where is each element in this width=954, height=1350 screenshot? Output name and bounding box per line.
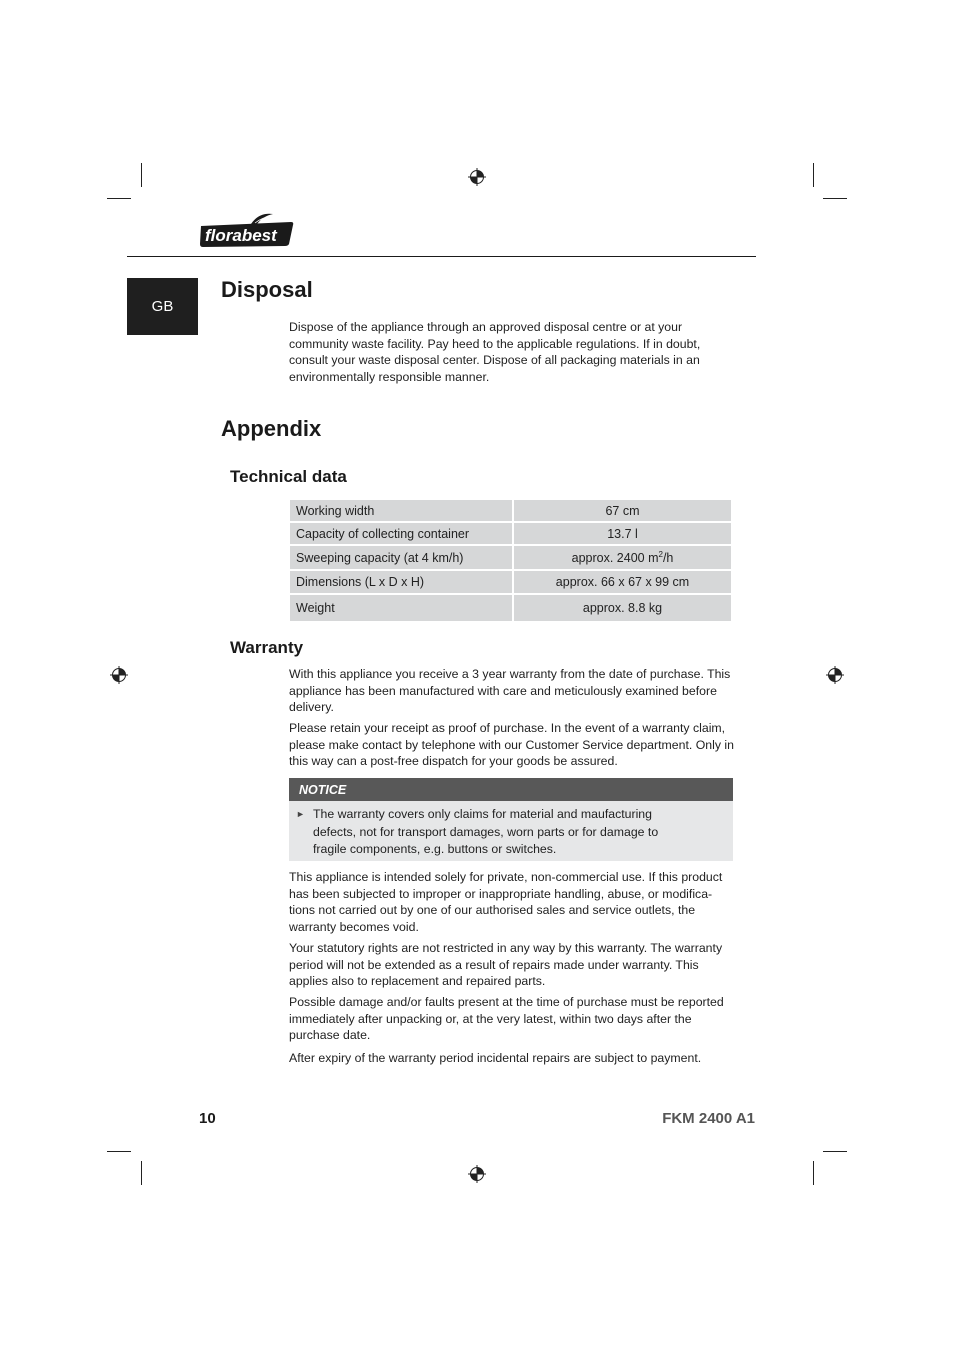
registration-mark-icon: [110, 666, 128, 684]
warranty-paragraph: This appliance is intended solely for private, non-commercial use. If this product has been subjected to improper or inappropriate handling, abuse, or modifica-tions not carried out by one of our authorised sales and service outlets, the warranty becomes void.: [289, 870, 723, 935]
table-cell-label: Capacity of collecting container: [290, 523, 514, 546]
technical-data-table: [290, 500, 731, 623]
table-cell-value: 67 cm: [514, 500, 731, 523]
technical-data-heading: Technical data: [230, 467, 347, 486]
florabest-logo: [199, 212, 295, 248]
table-row: [290, 546, 731, 571]
table-row: [290, 595, 731, 623]
table-cell-label: Working width: [290, 500, 514, 523]
notice-header: NOTICE: [289, 778, 733, 801]
crop-mark: [107, 1151, 131, 1152]
table-cell-label: Weight: [290, 595, 514, 623]
appendix-heading: Appendix: [221, 416, 322, 441]
table-row: [290, 523, 731, 546]
warranty-heading: Warranty: [230, 638, 304, 657]
table-cell-label: Sweeping capacity (at 4 km/h): [290, 546, 514, 571]
crop-mark: [107, 198, 131, 199]
registration-mark-icon: [468, 168, 486, 186]
table-cell-value: approx. 2400 $m^2/h$: [514, 546, 731, 571]
crop-mark: [141, 163, 142, 187]
table-cell-value: 13.7 l: [514, 523, 731, 546]
crop-mark: [823, 198, 847, 199]
table-cell-label: Dimensions (L x D x H): [290, 571, 514, 595]
registration-mark-icon: [468, 1165, 486, 1183]
warranty-paragraph: Your statutory rights are not restricted in any way by this warranty. The warranty period will not be extended as a result of repairs made under warranty. This applies also to replacement and repaired parts.: [289, 941, 723, 989]
table-cell-value: approx. 66 x 67 x 99 cm: [514, 571, 731, 595]
header-rule: [127, 256, 756, 257]
warranty-paragraph: With this appliance you receive a 3 year warranty from the date of purchase. This appliance has been manufactured with care and meticulously examined before delivery.: [289, 667, 731, 715]
disposal-heading: Disposal: [221, 277, 313, 302]
crop-mark: [141, 1161, 142, 1185]
page-number: 10: [199, 1110, 216, 1127]
crop-mark: [813, 1161, 814, 1185]
table-row: [290, 571, 731, 595]
table-row: [290, 500, 731, 523]
svg-text:florabest: florabest: [205, 226, 277, 245]
crop-mark: [823, 1151, 847, 1152]
crop-mark: [813, 163, 814, 187]
table-cell-value: approx. 8.8 kg: [514, 595, 731, 623]
model-number: FKM 2400 A1: [662, 1110, 755, 1127]
registration-mark-icon: [826, 666, 844, 684]
warranty-paragraph: After expiry of the warranty period incidental repairs are subject to payment.: [289, 1051, 702, 1065]
language-tab: GB: [127, 278, 198, 335]
disposal-text: Dispose of the appliance through an approved disposal centre or at your community waste facility. Pay heed to the applicable regulations. If in doubt, consult your waste disposal center. Dispose of all packaging materials in an environmentally responsible manner.: [289, 320, 701, 385]
warranty-paragraph: Please retain your receipt as proof of purchase. In the event of a warranty claim, please make contact by telephone with our Customer Service department. Only in this way can a post-free dispatch for your goods be assured.: [289, 721, 734, 769]
arrow-right-icon: ►: [296, 809, 305, 819]
warranty-paragraph: Possible damage and/or faults present at the time of purchase must be reported immediately after unpacking or, at the very latest, within two days after the purchase date.: [289, 995, 724, 1043]
notice-text: The warranty covers only claims for material and maufacturing defects, not for transport damages, worn parts or for damage to fragile components, e.g. buttons or switches.: [313, 807, 659, 856]
